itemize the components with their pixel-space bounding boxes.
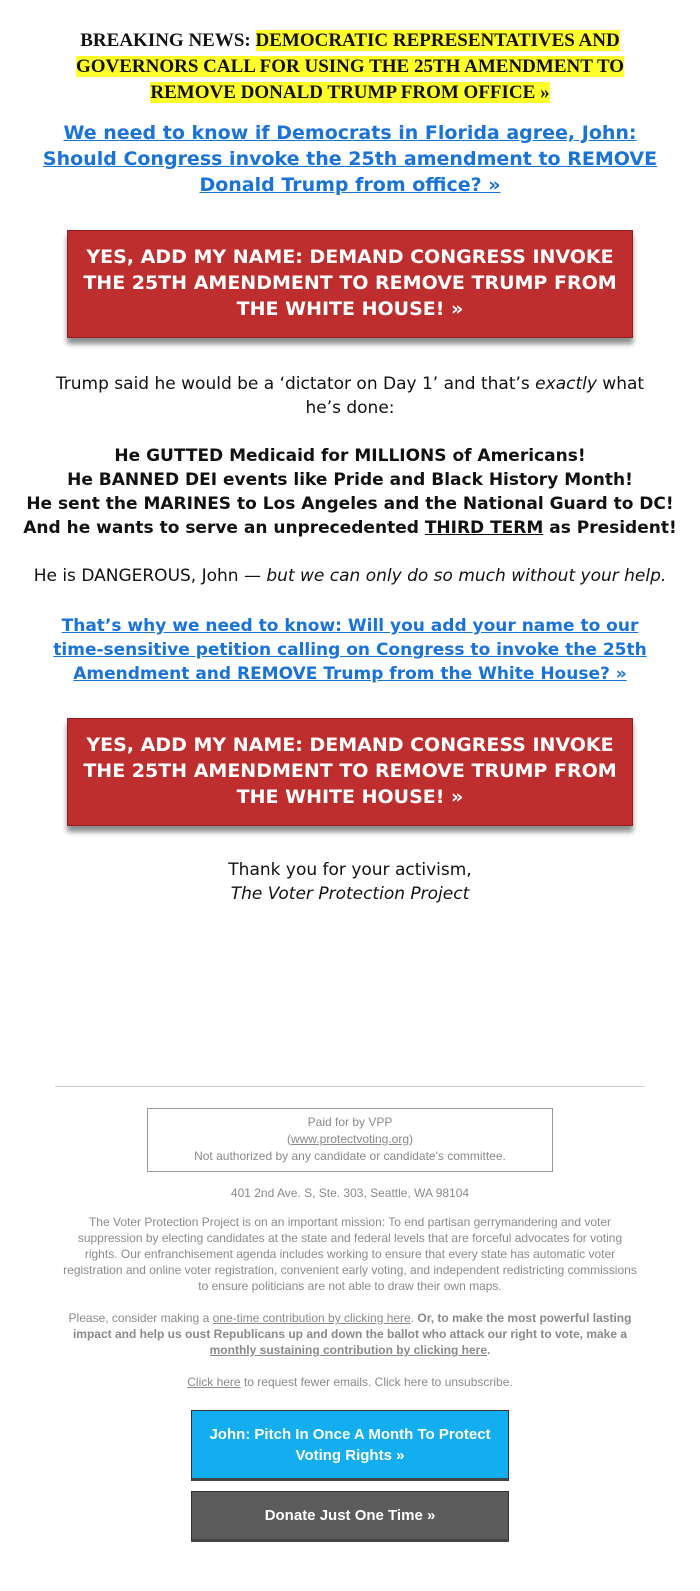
claim-third-term-underlined: THIRD TERM xyxy=(424,518,544,538)
fewer-emails-text xyxy=(0,1374,700,1390)
claim-dei: He BANNED DEI events like Pride and Black History Month! xyxy=(67,470,633,490)
headline-prefix: BREAKING NEWS: xyxy=(80,30,251,51)
cta-add-name-button-1[interactable]: YES, ADD MY NAME: DEMAND CONGRESS INVOKE THE 25TH AMENDMENT TO REMOVE TRUMP FROM THE WHITE HOUSE! » xyxy=(67,230,633,338)
lead-question-link[interactable]: We need to know if Democrats in Florida agree, John: Should Congress invoke the 25th amendment to REMOVE Donald Trump from office? » xyxy=(42,122,658,196)
email-body xyxy=(20,0,680,906)
headline-highlight-3: REMOVE DONALD TRUMP FROM OFFICE » xyxy=(150,82,550,103)
signoff-thanks: Thank you for your activism, xyxy=(228,860,472,880)
website-link[interactable]: www.protectvoting.org xyxy=(290,1132,410,1146)
address-text: 401 2nd Ave. S, Ste. 303, Seattle, WA 98104 xyxy=(230,1186,470,1200)
fewer-emails-link[interactable]: Click here xyxy=(187,1375,241,1389)
intro-before: Trump said he would be a ‘dictator on Day 1’ and that’s xyxy=(55,374,536,394)
contrib-bold: Or, to make the most powerful lasting impact and help us oust Republicans up and down the ballot who attack our right to vote, make a xyxy=(72,1311,632,1341)
one-time-donate-button[interactable]: Donate Just One Time » xyxy=(191,1491,509,1542)
paid-for-box xyxy=(147,1108,553,1172)
claim-third-term-before: And he wants to serve an unprecedented xyxy=(23,518,425,538)
contrib-end: . xyxy=(487,1343,491,1357)
claim-third-term-after: as President! xyxy=(543,518,677,538)
claim-third-term xyxy=(20,516,680,540)
fewer-emails-rest: to request fewer emails. Click here to unsubscribe. xyxy=(240,1375,513,1389)
contribution-text xyxy=(60,1310,640,1358)
paren-open: ( xyxy=(286,1132,291,1146)
claim-marines: He sent the MARINES to Los Angeles and the National Guard to DC! xyxy=(26,494,674,514)
monthly-contribution-link[interactable]: monthly sustaining contribution by clicking here xyxy=(209,1343,487,1357)
one-time-contribution-link[interactable]: one-time contribution by clicking here xyxy=(212,1311,411,1325)
monthly-donate-button[interactable]: John: Pitch In Once A Month To Protect Voting Rights » xyxy=(191,1410,509,1481)
headline-highlight-1: DEMOCRATIC REPRESENTATIVES AND xyxy=(255,30,620,51)
breaking-news-headline xyxy=(20,28,680,106)
paid-for-text: Paid for by VPP xyxy=(307,1115,393,1129)
contrib-mid: . xyxy=(410,1311,418,1325)
claim-medicaid: He GUTTED Medicaid for MILLIONS of Americans! xyxy=(114,446,586,466)
intro-after: what he’s done: xyxy=(305,374,645,418)
contrib-before: Please, consider making a xyxy=(68,1311,213,1325)
danger-paragraph xyxy=(20,564,680,588)
cta-add-name-button-2[interactable]: YES, ADD MY NAME: DEMAND CONGRESS INVOKE THE 25TH AMENDMENT TO REMOVE TRUMP FROM THE WHITE HOUSE! » xyxy=(67,718,633,826)
paid-for-website-line xyxy=(148,1131,552,1148)
petition-link[interactable]: That’s why we need to know: Will you add your name to our time-sensitive petition calling on Congress to invoke the 25th Amendment and REMOVE Trump from the White House? » xyxy=(53,616,647,684)
not-authorized-text: Not authorized by any candidate or candidate's committee. xyxy=(194,1149,506,1163)
intro-paragraph xyxy=(44,372,656,420)
claims-list xyxy=(20,444,680,540)
headline-highlight-2: GOVERNORS CALL FOR USING THE 25TH AMENDMENT TO xyxy=(75,56,625,77)
intro-emphasis: exactly xyxy=(535,374,597,394)
footer xyxy=(0,1086,700,1542)
signoff-org: The Voter Protection Project xyxy=(230,884,470,904)
danger-plain: He is DANGEROUS, John — xyxy=(33,566,267,586)
paren-close: ) xyxy=(409,1132,414,1146)
danger-italic: but we can only do so much without your help. xyxy=(266,566,667,586)
signoff xyxy=(20,858,680,906)
mission-text: The Voter Protection Project is on an important mission: To end partisan gerrymandering and voter suppression by electing candidates at the state and federal levels that are forceful advocates for voting rights. Our enfranchisement agenda includes working to ensure that every state has automatic voter registration and online voter registration, convenient early voting, and independent redistricting commissions to ensure politicians are not able to draw their own maps. xyxy=(63,1215,637,1293)
